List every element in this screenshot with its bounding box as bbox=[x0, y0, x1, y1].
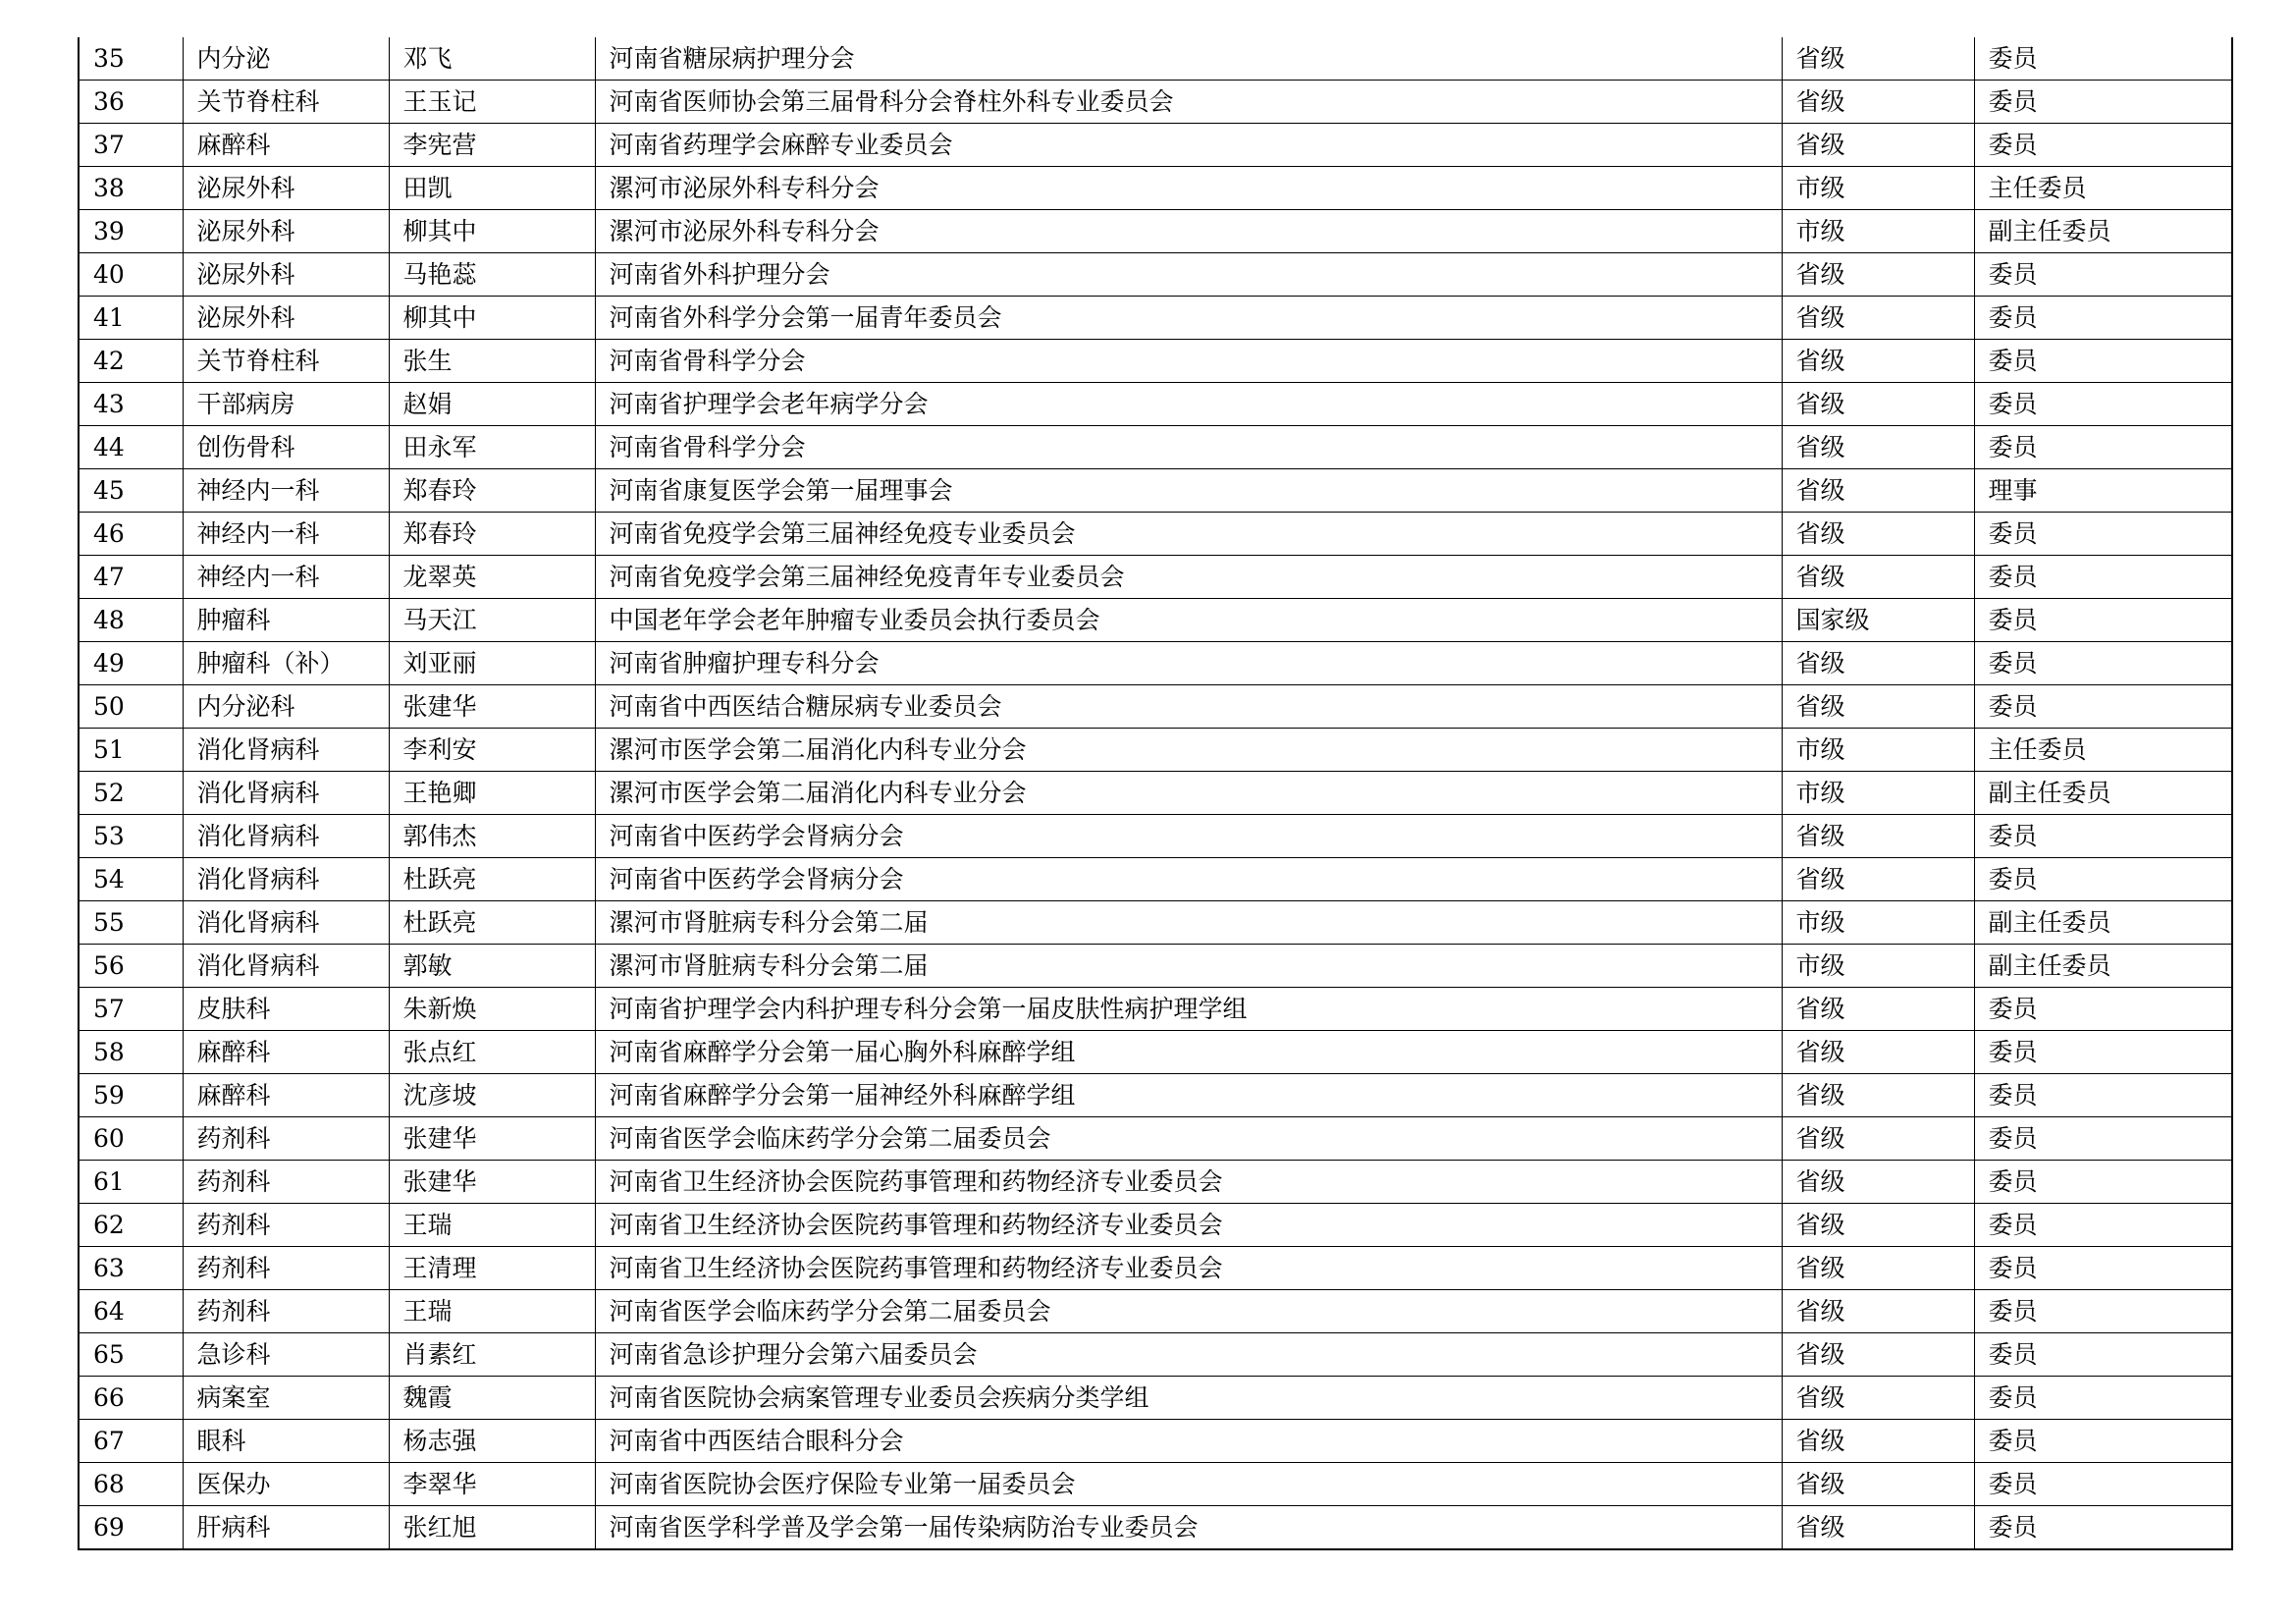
department-cell: 干部病房 bbox=[183, 383, 389, 426]
organization-cell: 河南省免疫学会第三届神经免疫专业委员会 bbox=[595, 513, 1782, 556]
department-cell: 消化肾病科 bbox=[183, 815, 389, 858]
person-name-cell: 张红旭 bbox=[389, 1506, 595, 1550]
person-name-cell: 张生 bbox=[389, 340, 595, 383]
table-row bbox=[79, 1117, 2232, 1161]
person-name-cell: 朱新焕 bbox=[389, 988, 595, 1031]
organization-cell: 河南省护理学会内科护理专科分会第一届皮肤性病护理学组 bbox=[595, 988, 1782, 1031]
person-name-cell: 魏霞 bbox=[389, 1377, 595, 1420]
organization-cell: 河南省医学会临床药学分会第二届委员会 bbox=[595, 1117, 1782, 1161]
row-number-cell: 50 bbox=[79, 685, 183, 729]
level-cell: 省级 bbox=[1782, 988, 1974, 1031]
person-name-cell: 刘亚丽 bbox=[389, 642, 595, 685]
table-row bbox=[79, 685, 2232, 729]
role-cell: 委员 bbox=[1974, 1204, 2232, 1247]
role-cell: 委员 bbox=[1974, 1420, 2232, 1463]
person-name-cell: 张点红 bbox=[389, 1031, 595, 1074]
level-cell: 省级 bbox=[1782, 1247, 1974, 1290]
department-cell: 创伤骨科 bbox=[183, 426, 389, 469]
department-cell: 药剂科 bbox=[183, 1204, 389, 1247]
row-number-cell: 43 bbox=[79, 383, 183, 426]
organization-cell: 漯河市肾脏病专科分会第二届 bbox=[595, 945, 1782, 988]
level-cell: 省级 bbox=[1782, 1377, 1974, 1420]
table-row bbox=[79, 988, 2232, 1031]
level-cell: 省级 bbox=[1782, 1074, 1974, 1117]
table-body bbox=[79, 37, 2232, 1549]
table-row bbox=[79, 1506, 2232, 1550]
role-cell: 副主任委员 bbox=[1974, 901, 2232, 945]
person-name-cell: 田永军 bbox=[389, 426, 595, 469]
row-number-cell: 52 bbox=[79, 772, 183, 815]
person-name-cell: 杜跃亮 bbox=[389, 858, 595, 901]
role-cell: 委员 bbox=[1974, 988, 2232, 1031]
role-cell: 委员 bbox=[1974, 1247, 2232, 1290]
row-number-cell: 68 bbox=[79, 1463, 183, 1506]
department-cell: 泌尿外科 bbox=[183, 297, 389, 340]
role-cell: 委员 bbox=[1974, 383, 2232, 426]
person-name-cell: 王瑞 bbox=[389, 1290, 595, 1333]
level-cell: 省级 bbox=[1782, 685, 1974, 729]
level-cell: 省级 bbox=[1782, 1463, 1974, 1506]
person-name-cell: 田凯 bbox=[389, 167, 595, 210]
department-cell: 泌尿外科 bbox=[183, 167, 389, 210]
department-cell: 神经内一科 bbox=[183, 556, 389, 599]
level-cell: 市级 bbox=[1782, 210, 1974, 253]
department-cell: 眼科 bbox=[183, 1420, 389, 1463]
person-name-cell: 李利安 bbox=[389, 729, 595, 772]
row-number-cell: 53 bbox=[79, 815, 183, 858]
organization-cell: 河南省卫生经济协会医院药事管理和药物经济专业委员会 bbox=[595, 1204, 1782, 1247]
table-row bbox=[79, 1161, 2232, 1204]
organization-cell: 河南省中医药学会肾病分会 bbox=[595, 815, 1782, 858]
row-number-cell: 46 bbox=[79, 513, 183, 556]
department-cell: 药剂科 bbox=[183, 1117, 389, 1161]
role-cell: 委员 bbox=[1974, 1506, 2232, 1550]
level-cell: 省级 bbox=[1782, 858, 1974, 901]
row-number-cell: 38 bbox=[79, 167, 183, 210]
row-number-cell: 69 bbox=[79, 1506, 183, 1550]
department-cell: 消化肾病科 bbox=[183, 858, 389, 901]
department-cell: 内分泌科 bbox=[183, 685, 389, 729]
row-number-cell: 61 bbox=[79, 1161, 183, 1204]
role-cell: 委员 bbox=[1974, 1031, 2232, 1074]
row-number-cell: 37 bbox=[79, 124, 183, 167]
role-cell: 委员 bbox=[1974, 1117, 2232, 1161]
level-cell: 省级 bbox=[1782, 340, 1974, 383]
department-cell: 皮肤科 bbox=[183, 988, 389, 1031]
level-cell: 省级 bbox=[1782, 815, 1974, 858]
organization-cell: 河南省中西医结合糖尿病专业委员会 bbox=[595, 685, 1782, 729]
row-number-cell: 66 bbox=[79, 1377, 183, 1420]
organization-cell: 河南省卫生经济协会医院药事管理和药物经济专业委员会 bbox=[595, 1161, 1782, 1204]
person-name-cell: 李翠华 bbox=[389, 1463, 595, 1506]
department-cell: 消化肾病科 bbox=[183, 772, 389, 815]
person-name-cell: 杨志强 bbox=[389, 1420, 595, 1463]
row-number-cell: 54 bbox=[79, 858, 183, 901]
table-row bbox=[79, 37, 2232, 81]
level-cell: 省级 bbox=[1782, 124, 1974, 167]
level-cell: 市级 bbox=[1782, 167, 1974, 210]
row-number-cell: 63 bbox=[79, 1247, 183, 1290]
role-cell: 主任委员 bbox=[1974, 729, 2232, 772]
membership-table bbox=[78, 37, 2233, 1550]
role-cell: 委员 bbox=[1974, 815, 2232, 858]
role-cell: 委员 bbox=[1974, 642, 2232, 685]
table-row bbox=[79, 945, 2232, 988]
level-cell: 市级 bbox=[1782, 901, 1974, 945]
level-cell: 国家级 bbox=[1782, 599, 1974, 642]
organization-cell: 河南省药理学会麻醉专业委员会 bbox=[595, 124, 1782, 167]
role-cell: 主任委员 bbox=[1974, 167, 2232, 210]
organization-cell: 河南省护理学会老年病学分会 bbox=[595, 383, 1782, 426]
table-row bbox=[79, 210, 2232, 253]
department-cell: 麻醉科 bbox=[183, 124, 389, 167]
organization-cell: 河南省康复医学会第一届理事会 bbox=[595, 469, 1782, 513]
row-number-cell: 36 bbox=[79, 81, 183, 124]
row-number-cell: 59 bbox=[79, 1074, 183, 1117]
organization-cell: 河南省肿瘤护理专科分会 bbox=[595, 642, 1782, 685]
department-cell: 麻醉科 bbox=[183, 1031, 389, 1074]
row-number-cell: 67 bbox=[79, 1420, 183, 1463]
department-cell: 急诊科 bbox=[183, 1333, 389, 1377]
table-row bbox=[79, 426, 2232, 469]
department-cell: 泌尿外科 bbox=[183, 253, 389, 297]
level-cell: 省级 bbox=[1782, 1290, 1974, 1333]
row-number-cell: 35 bbox=[79, 37, 183, 81]
role-cell: 理事 bbox=[1974, 469, 2232, 513]
role-cell: 副主任委员 bbox=[1974, 772, 2232, 815]
person-name-cell: 王瑞 bbox=[389, 1204, 595, 1247]
table-row bbox=[79, 815, 2232, 858]
role-cell: 委员 bbox=[1974, 426, 2232, 469]
table-row bbox=[79, 297, 2232, 340]
row-number-cell: 62 bbox=[79, 1204, 183, 1247]
organization-cell: 河南省中西医结合眼科分会 bbox=[595, 1420, 1782, 1463]
department-cell: 消化肾病科 bbox=[183, 901, 389, 945]
department-cell: 关节脊柱科 bbox=[183, 340, 389, 383]
department-cell: 神经内一科 bbox=[183, 469, 389, 513]
row-number-cell: 39 bbox=[79, 210, 183, 253]
department-cell: 关节脊柱科 bbox=[183, 81, 389, 124]
role-cell: 委员 bbox=[1974, 1377, 2232, 1420]
person-name-cell: 郑春玲 bbox=[389, 513, 595, 556]
organization-cell: 河南省外科学分会第一届青年委员会 bbox=[595, 297, 1782, 340]
level-cell: 省级 bbox=[1782, 81, 1974, 124]
role-cell: 委员 bbox=[1974, 1074, 2232, 1117]
role-cell: 委员 bbox=[1974, 556, 2232, 599]
person-name-cell: 柳其中 bbox=[389, 297, 595, 340]
role-cell: 委员 bbox=[1974, 685, 2232, 729]
organization-cell: 河南省医院协会病案管理专业委员会疾病分类学组 bbox=[595, 1377, 1782, 1420]
table-row bbox=[79, 1247, 2232, 1290]
person-name-cell: 张建华 bbox=[389, 1161, 595, 1204]
level-cell: 省级 bbox=[1782, 37, 1974, 81]
level-cell: 市级 bbox=[1782, 729, 1974, 772]
table-row bbox=[79, 1031, 2232, 1074]
organization-cell: 漯河市医学会第二届消化内科专业分会 bbox=[595, 729, 1782, 772]
organization-cell: 河南省骨科学分会 bbox=[595, 340, 1782, 383]
table-row bbox=[79, 642, 2232, 685]
person-name-cell: 马天江 bbox=[389, 599, 595, 642]
row-number-cell: 60 bbox=[79, 1117, 183, 1161]
table-row bbox=[79, 383, 2232, 426]
table-row bbox=[79, 167, 2232, 210]
department-cell: 神经内一科 bbox=[183, 513, 389, 556]
person-name-cell: 肖素红 bbox=[389, 1333, 595, 1377]
organization-cell: 漯河市泌尿外科专科分会 bbox=[595, 210, 1782, 253]
document-page bbox=[78, 37, 2231, 1550]
table-row bbox=[79, 253, 2232, 297]
row-number-cell: 56 bbox=[79, 945, 183, 988]
role-cell: 委员 bbox=[1974, 858, 2232, 901]
row-number-cell: 57 bbox=[79, 988, 183, 1031]
organization-cell: 河南省中医药学会肾病分会 bbox=[595, 858, 1782, 901]
department-cell: 药剂科 bbox=[183, 1247, 389, 1290]
level-cell: 省级 bbox=[1782, 1031, 1974, 1074]
role-cell: 委员 bbox=[1974, 253, 2232, 297]
table-row bbox=[79, 556, 2232, 599]
person-name-cell: 张建华 bbox=[389, 1117, 595, 1161]
level-cell: 省级 bbox=[1782, 642, 1974, 685]
table-row bbox=[79, 1463, 2232, 1506]
organization-cell: 河南省医学会临床药学分会第二届委员会 bbox=[595, 1290, 1782, 1333]
person-name-cell: 杜跃亮 bbox=[389, 901, 595, 945]
person-name-cell: 王清理 bbox=[389, 1247, 595, 1290]
row-number-cell: 49 bbox=[79, 642, 183, 685]
table-row bbox=[79, 1377, 2232, 1420]
department-cell: 泌尿外科 bbox=[183, 210, 389, 253]
organization-cell: 河南省卫生经济协会医院药事管理和药物经济专业委员会 bbox=[595, 1247, 1782, 1290]
row-number-cell: 55 bbox=[79, 901, 183, 945]
person-name-cell: 李宪营 bbox=[389, 124, 595, 167]
level-cell: 省级 bbox=[1782, 426, 1974, 469]
department-cell: 消化肾病科 bbox=[183, 729, 389, 772]
organization-cell: 河南省外科护理分会 bbox=[595, 253, 1782, 297]
department-cell: 肝病科 bbox=[183, 1506, 389, 1550]
level-cell: 省级 bbox=[1782, 1420, 1974, 1463]
department-cell: 医保办 bbox=[183, 1463, 389, 1506]
level-cell: 省级 bbox=[1782, 1117, 1974, 1161]
organization-cell: 河南省医院协会医疗保险专业第一届委员会 bbox=[595, 1463, 1782, 1506]
person-name-cell: 沈彦坡 bbox=[389, 1074, 595, 1117]
role-cell: 委员 bbox=[1974, 513, 2232, 556]
row-number-cell: 44 bbox=[79, 426, 183, 469]
table-row bbox=[79, 1333, 2232, 1377]
organization-cell: 河南省医学科学普及学会第一届传染病防治专业委员会 bbox=[595, 1506, 1782, 1550]
person-name-cell: 柳其中 bbox=[389, 210, 595, 253]
role-cell: 委员 bbox=[1974, 1290, 2232, 1333]
person-name-cell: 龙翠英 bbox=[389, 556, 595, 599]
department-cell: 消化肾病科 bbox=[183, 945, 389, 988]
role-cell: 委员 bbox=[1974, 1333, 2232, 1377]
level-cell: 省级 bbox=[1782, 469, 1974, 513]
level-cell: 省级 bbox=[1782, 1161, 1974, 1204]
table-row bbox=[79, 1420, 2232, 1463]
department-cell: 内分泌 bbox=[183, 37, 389, 81]
department-cell: 药剂科 bbox=[183, 1161, 389, 1204]
organization-cell: 河南省麻醉学分会第一届心胸外科麻醉学组 bbox=[595, 1031, 1782, 1074]
table-row bbox=[79, 124, 2232, 167]
role-cell: 委员 bbox=[1974, 81, 2232, 124]
role-cell: 副主任委员 bbox=[1974, 945, 2232, 988]
table-row bbox=[79, 81, 2232, 124]
level-cell: 省级 bbox=[1782, 1333, 1974, 1377]
organization-cell: 河南省麻醉学分会第一届神经外科麻醉学组 bbox=[595, 1074, 1782, 1117]
role-cell: 委员 bbox=[1974, 124, 2232, 167]
table-row bbox=[79, 858, 2232, 901]
department-cell: 药剂科 bbox=[183, 1290, 389, 1333]
table-row bbox=[79, 513, 2232, 556]
role-cell: 委员 bbox=[1974, 37, 2232, 81]
table-row bbox=[79, 469, 2232, 513]
level-cell: 市级 bbox=[1782, 945, 1974, 988]
department-cell: 麻醉科 bbox=[183, 1074, 389, 1117]
organization-cell: 漯河市泌尿外科专科分会 bbox=[595, 167, 1782, 210]
role-cell: 委员 bbox=[1974, 1161, 2232, 1204]
level-cell: 省级 bbox=[1782, 383, 1974, 426]
department-cell: 肿瘤科 bbox=[183, 599, 389, 642]
table-row bbox=[79, 1074, 2232, 1117]
table-row bbox=[79, 901, 2232, 945]
level-cell: 省级 bbox=[1782, 253, 1974, 297]
role-cell: 委员 bbox=[1974, 297, 2232, 340]
organization-cell: 河南省骨科学分会 bbox=[595, 426, 1782, 469]
table-row bbox=[79, 599, 2232, 642]
department-cell: 病案室 bbox=[183, 1377, 389, 1420]
row-number-cell: 40 bbox=[79, 253, 183, 297]
row-number-cell: 64 bbox=[79, 1290, 183, 1333]
level-cell: 省级 bbox=[1782, 1506, 1974, 1550]
organization-cell: 漯河市医学会第二届消化内科专业分会 bbox=[595, 772, 1782, 815]
level-cell: 省级 bbox=[1782, 297, 1974, 340]
table-row bbox=[79, 729, 2232, 772]
role-cell: 委员 bbox=[1974, 599, 2232, 642]
role-cell: 委员 bbox=[1974, 1463, 2232, 1506]
person-name-cell: 郭伟杰 bbox=[389, 815, 595, 858]
role-cell: 委员 bbox=[1974, 340, 2232, 383]
row-number-cell: 42 bbox=[79, 340, 183, 383]
row-number-cell: 58 bbox=[79, 1031, 183, 1074]
organization-cell: 中国老年学会老年肿瘤专业委员会执行委员会 bbox=[595, 599, 1782, 642]
row-number-cell: 48 bbox=[79, 599, 183, 642]
person-name-cell: 邓飞 bbox=[389, 37, 595, 81]
person-name-cell: 王艳卿 bbox=[389, 772, 595, 815]
level-cell: 省级 bbox=[1782, 513, 1974, 556]
person-name-cell: 郭敏 bbox=[389, 945, 595, 988]
table-row bbox=[79, 1290, 2232, 1333]
role-cell: 副主任委员 bbox=[1974, 210, 2232, 253]
table-row bbox=[79, 340, 2232, 383]
person-name-cell: 张建华 bbox=[389, 685, 595, 729]
table-row bbox=[79, 1204, 2232, 1247]
row-number-cell: 47 bbox=[79, 556, 183, 599]
level-cell: 省级 bbox=[1782, 1204, 1974, 1247]
person-name-cell: 赵娟 bbox=[389, 383, 595, 426]
person-name-cell: 郑春玲 bbox=[389, 469, 595, 513]
organization-cell: 河南省急诊护理分会第六届委员会 bbox=[595, 1333, 1782, 1377]
department-cell: 肿瘤科（补） bbox=[183, 642, 389, 685]
row-number-cell: 65 bbox=[79, 1333, 183, 1377]
person-name-cell: 马艳蕊 bbox=[389, 253, 595, 297]
row-number-cell: 51 bbox=[79, 729, 183, 772]
row-number-cell: 41 bbox=[79, 297, 183, 340]
organization-cell: 河南省免疫学会第三届神经免疫青年专业委员会 bbox=[595, 556, 1782, 599]
person-name-cell: 王玉记 bbox=[389, 81, 595, 124]
level-cell: 市级 bbox=[1782, 772, 1974, 815]
organization-cell: 河南省医师协会第三届骨科分会脊柱外科专业委员会 bbox=[595, 81, 1782, 124]
table-row bbox=[79, 772, 2232, 815]
organization-cell: 河南省糖尿病护理分会 bbox=[595, 37, 1782, 81]
row-number-cell: 45 bbox=[79, 469, 183, 513]
organization-cell: 漯河市肾脏病专科分会第二届 bbox=[595, 901, 1782, 945]
level-cell: 省级 bbox=[1782, 556, 1974, 599]
